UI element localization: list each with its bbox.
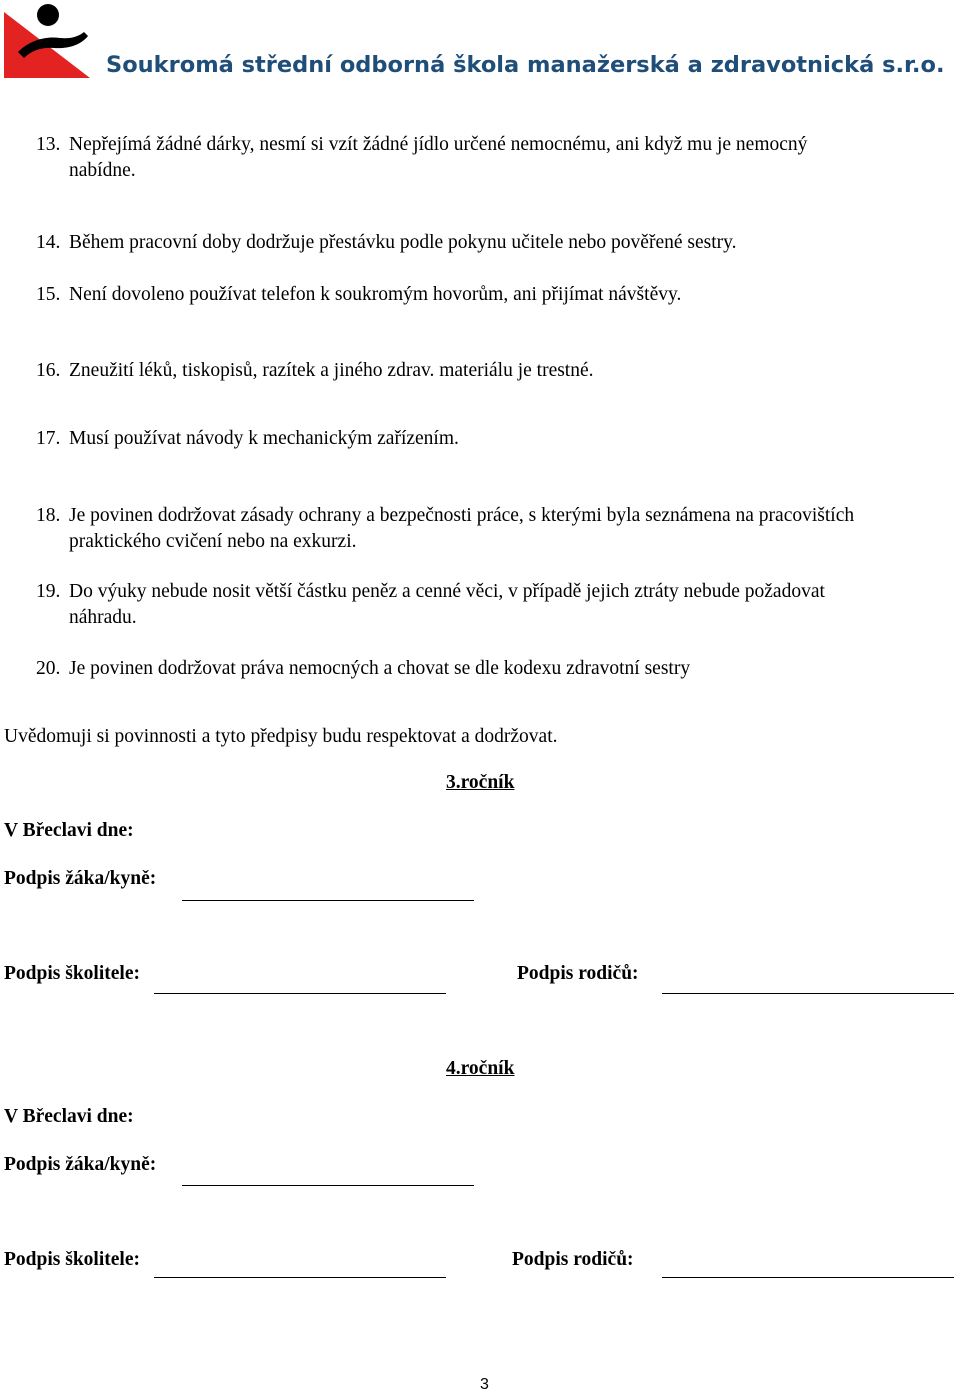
rule-text: Nepřejímá žádné dárky, nesmí si vzít žádné jídlo určené nemocnému, ani když mu je nemocný nabídne. [69,134,808,181]
rule-number: 18. [36,505,61,526]
student-signature-label: Podpis žáka/kyně: [4,868,157,889]
trainer-signature-line[interactable] [154,1277,446,1278]
rule-item [36,230,960,256]
trainer-signature-line[interactable] [154,993,446,994]
rule-text: Musí používat návody k mechanickým zařízením. [69,428,459,449]
parents-signature-line[interactable] [662,993,954,994]
rule-number: 13. [36,134,61,155]
rule-number: 19. [36,581,61,602]
rule-item [36,579,960,631]
rule-text: Není dovoleno používat telefon k soukromým hovorům, ani přijímat návštěvy. [69,284,682,305]
rule-number: 16. [36,360,61,381]
rule-number: 15. [36,284,61,305]
rule-item [36,282,960,308]
place-date-label: V Břeclavi dne: [4,1106,134,1127]
rule-item [36,503,960,555]
rule-item [36,426,960,452]
school-name: Soukromá střední odborná škola manažerská a zdravotnická s.r.o. [106,52,945,78]
school-logo [4,2,92,78]
rule-text: Je povinen dodržovat zásady ochrany a bezpečnosti práce, s kterými byla seznámena na pracovištích praktického cvičení nebo na exkurzi. [69,505,855,552]
rule-text: Je povinen dodržovat práva nemocných a chovat se dle kodexu zdravotní sestry [69,658,691,679]
rule-text: Během pracovní doby dodržuje přestávku podle pokynu učitele nebo pověřené sestry. [69,232,737,253]
rule-text: Zneužití léků, tiskopisů, razítek a jiného zdrav. materiálu je trestné. [69,360,594,381]
student-signature-line[interactable] [182,900,474,901]
rule-number: 20. [36,658,61,679]
declaration-statement: Uvědomuji si povinnosti a tyto předpisy budu respektovat a dodržovat. [4,726,558,747]
place-date-label: V Břeclavi dne: [4,820,134,841]
parents-signature-label: Podpis rodičů: [512,1249,634,1270]
rule-number: 17. [36,428,61,449]
parents-signature-label: Podpis rodičů: [517,963,639,984]
rule-item [36,132,960,184]
trainer-signature-label: Podpis školitele: [4,1249,140,1270]
grade-heading: 4.ročník [446,1058,515,1079]
grade-heading: 3.ročník [446,772,515,793]
trainer-signature-label: Podpis školitele: [4,963,140,984]
page-number: 3 [480,1376,489,1393]
parents-signature-line[interactable] [662,1277,954,1278]
student-signature-label: Podpis žáka/kyně: [4,1154,157,1175]
rule-number: 14. [36,232,61,253]
rule-item [36,358,960,384]
rule-item [36,656,960,682]
student-signature-line[interactable] [182,1185,474,1186]
rule-text: Do výuky nebude nosit větší částku peněz a cenné věci, v případě jejich ztráty nebude požadovat náhradu. [69,581,825,628]
